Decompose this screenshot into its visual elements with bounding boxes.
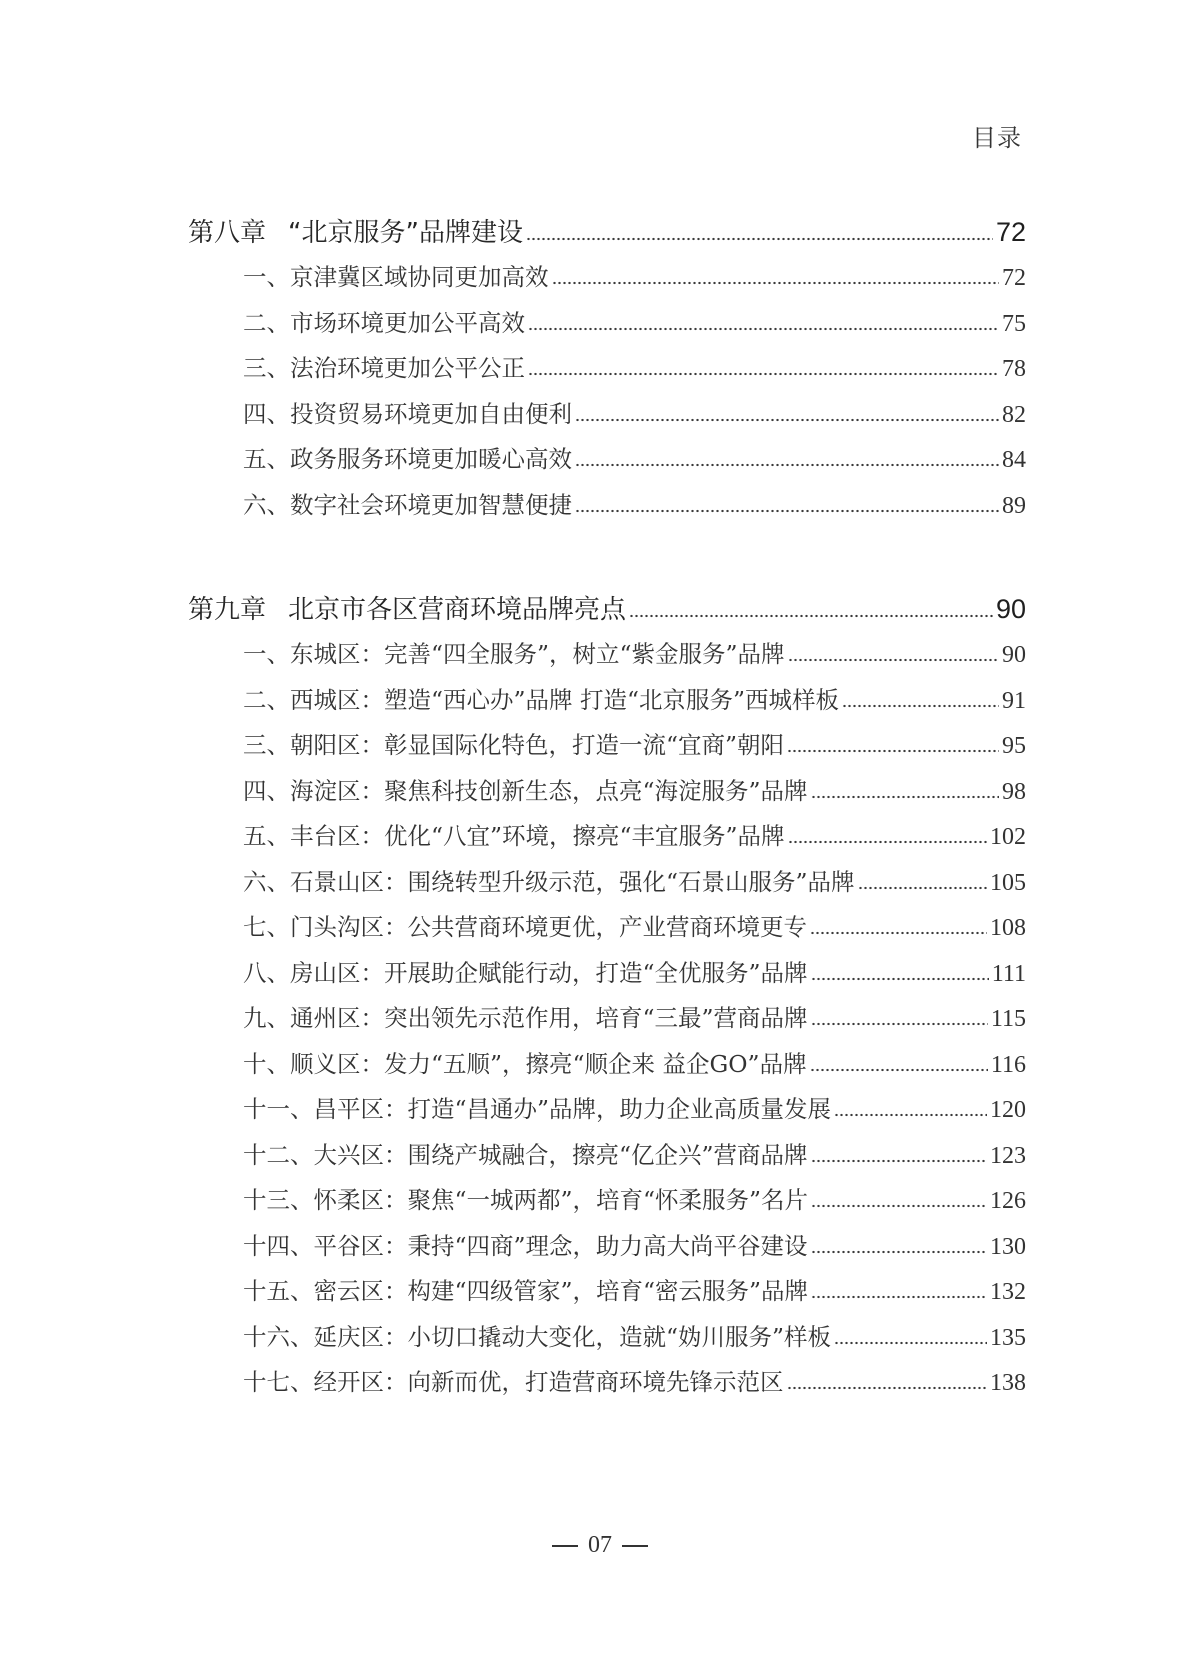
dot-leader bbox=[834, 1341, 987, 1345]
toc-entry[interactable] bbox=[188, 1363, 1026, 1409]
toc-entry[interactable] bbox=[188, 681, 1026, 727]
toc-entry[interactable] bbox=[188, 772, 1026, 818]
toc-entry[interactable] bbox=[188, 1181, 1026, 1227]
section-page-number: 105 bbox=[990, 869, 1026, 896]
section-number: 五、 bbox=[243, 445, 290, 473]
dot-leader bbox=[575, 509, 999, 513]
dot-leader bbox=[575, 463, 999, 467]
toc-entry[interactable] bbox=[188, 395, 1026, 441]
section-title: 法治环境更加公平公正 bbox=[290, 354, 525, 382]
dot-leader bbox=[575, 418, 999, 422]
dot-leader bbox=[811, 1295, 987, 1299]
section-number: 二、 bbox=[243, 308, 290, 337]
section-page-number: 98 bbox=[1002, 778, 1026, 805]
section-title: 平谷区：秉持“四商”理念，助力高大尚平谷建设 bbox=[313, 1231, 808, 1260]
chapter-title: “北京服务”品牌建设 bbox=[288, 218, 523, 248]
dot-leader bbox=[811, 1159, 987, 1163]
dot-leader bbox=[811, 977, 989, 981]
section-page-number: 78 bbox=[1002, 356, 1026, 382]
section-number: 三、 bbox=[243, 731, 290, 759]
toc-entry[interactable] bbox=[188, 726, 1026, 772]
section-number: 一、 bbox=[243, 263, 290, 291]
toc-entry[interactable] bbox=[188, 817, 1026, 863]
section-number: 十四、 bbox=[243, 1231, 314, 1260]
section-number: 十一、 bbox=[243, 1095, 314, 1123]
dot-leader bbox=[528, 327, 999, 331]
section-title: 丰台区：优化“八宜”环境，擦亮“丰宜服务”品牌 bbox=[290, 822, 785, 850]
dot-leader bbox=[788, 658, 999, 662]
section-page-number: 108 bbox=[990, 915, 1026, 941]
section-number: 四、 bbox=[243, 776, 290, 805]
chapter-number: 第八章 bbox=[188, 218, 267, 248]
chapter-page-number: 72 bbox=[995, 217, 1026, 247]
toc-chapter-heading[interactable] bbox=[188, 589, 1026, 633]
section-number: 十、 bbox=[243, 1049, 290, 1078]
section-page-number: 75 bbox=[1002, 310, 1026, 337]
toc-entry[interactable] bbox=[188, 1227, 1026, 1273]
section-number: 五、 bbox=[243, 822, 290, 850]
running-header-title: 目录 bbox=[972, 124, 1022, 152]
toc-entry[interactable] bbox=[188, 349, 1026, 395]
section-page-number: 102 bbox=[990, 824, 1026, 850]
section-number: 四、 bbox=[243, 399, 290, 428]
dot-leader bbox=[787, 1386, 988, 1390]
section-title: 京津冀区域协同更加高效 bbox=[290, 263, 549, 291]
section-title: 政务服务环境更加暖心高效 bbox=[290, 445, 572, 473]
dot-leader bbox=[552, 281, 1000, 285]
chapter-number: 第九章 bbox=[188, 595, 267, 625]
dot-leader bbox=[858, 886, 987, 890]
section-title: 延庆区：小切口撬动大变化，造就“妫川服务”样板 bbox=[313, 1322, 832, 1351]
toc-entry[interactable] bbox=[188, 908, 1026, 954]
section-title: 房山区：开展助企赋能行动，打造“全优服务”品牌 bbox=[290, 958, 808, 987]
section-number: 八、 bbox=[243, 958, 290, 987]
section-title: 怀柔区：聚焦“一城两都”，培育“怀柔服务”名片 bbox=[313, 1186, 809, 1214]
page-footer bbox=[0, 1532, 1200, 1559]
toc-entry[interactable] bbox=[188, 863, 1026, 909]
section-title: 东城区：完善“四全服务”，树立“紫金服务”品牌 bbox=[290, 640, 785, 668]
section-number: 二、 bbox=[243, 685, 290, 714]
section-number: 九、 bbox=[243, 1004, 290, 1032]
dot-leader bbox=[811, 1204, 987, 1208]
dot-leader bbox=[810, 931, 987, 935]
section-page-number: 115 bbox=[990, 1006, 1026, 1032]
dot-leader bbox=[788, 840, 987, 844]
section-page-number: 138 bbox=[990, 1370, 1026, 1396]
section-number: 十五、 bbox=[243, 1277, 314, 1305]
section-number: 七、 bbox=[243, 913, 290, 941]
toc-entry[interactable] bbox=[188, 304, 1026, 350]
toc-entry[interactable] bbox=[188, 1272, 1026, 1318]
toc-entry[interactable] bbox=[188, 954, 1026, 1000]
section-page-number: 120 bbox=[990, 1097, 1026, 1123]
chapter-page-number: 90 bbox=[995, 594, 1026, 624]
toc-entry[interactable] bbox=[188, 999, 1026, 1045]
section-page-number: 130 bbox=[990, 1233, 1026, 1260]
section-title: 投资贸易环境更加自由便利 bbox=[290, 399, 572, 428]
dot-leader bbox=[526, 237, 993, 241]
dot-leader bbox=[811, 795, 999, 799]
section-page-number: 132 bbox=[990, 1279, 1026, 1305]
section-title: 市场环境更加公平高效 bbox=[290, 308, 525, 337]
toc-entry[interactable] bbox=[188, 258, 1026, 304]
section-page-number: 126 bbox=[990, 1188, 1026, 1214]
section-title: 顺义区：发力“五顺”，擦亮“顺企来 益企GO”品牌 bbox=[290, 1049, 807, 1078]
toc-chapter-9 bbox=[188, 589, 1026, 1409]
section-title: 数字社会环境更加智慧便捷 bbox=[290, 490, 572, 519]
section-number: 六、 bbox=[243, 490, 290, 519]
section-number: 十七、 bbox=[243, 1368, 314, 1396]
section-page-number: 95 bbox=[1002, 733, 1026, 759]
toc-entry[interactable] bbox=[188, 1318, 1026, 1364]
toc-entry[interactable] bbox=[188, 635, 1026, 681]
toc-chapter-8 bbox=[188, 212, 1026, 531]
section-title: 海淀区：聚焦科技创新生态，点亮“海淀服务”品牌 bbox=[290, 776, 808, 805]
section-number: 十二、 bbox=[243, 1140, 314, 1169]
section-title: 石景山区：围绕转型升级示范，强化“石景山服务”品牌 bbox=[290, 867, 855, 896]
section-page-number: 89 bbox=[1002, 492, 1026, 519]
section-title: 密云区：构建“四级管家”，培育“密云服务”品牌 bbox=[313, 1277, 809, 1305]
dot-leader bbox=[629, 614, 993, 618]
section-title: 朝阳区：彰显国际化特色，打造一流“宜商”朝阳 bbox=[290, 731, 785, 759]
dot-leader bbox=[811, 1250, 987, 1254]
chapter-title: 北京市各区营商环境品牌亮点 bbox=[288, 595, 627, 625]
section-title: 西城区：塑造“西心办”品牌 打造“北京服务”西城样板 bbox=[290, 685, 840, 714]
footer-dash-left bbox=[552, 1545, 578, 1547]
dot-leader bbox=[787, 749, 999, 753]
dot-leader bbox=[834, 1113, 987, 1117]
toc-entry[interactable] bbox=[188, 1136, 1026, 1182]
dot-leader bbox=[810, 1068, 988, 1072]
section-page-number: 90 bbox=[1002, 642, 1026, 668]
section-page-number: 111 bbox=[991, 960, 1026, 987]
toc-chapter-heading[interactable] bbox=[188, 212, 1026, 256]
section-title: 经开区：向新而优，打造营商环境先锋示范区 bbox=[313, 1368, 784, 1396]
toc-entry[interactable] bbox=[188, 440, 1026, 486]
section-page-number: 135 bbox=[990, 1324, 1026, 1351]
section-page-number: 72 bbox=[1002, 265, 1026, 291]
section-number: 十三、 bbox=[243, 1186, 314, 1214]
section-number: 六、 bbox=[243, 867, 290, 896]
section-number: 三、 bbox=[243, 354, 290, 382]
section-number: 一、 bbox=[243, 640, 290, 668]
section-page-number: 123 bbox=[990, 1142, 1026, 1169]
section-page-number: 91 bbox=[1002, 687, 1026, 714]
section-number: 十六、 bbox=[243, 1322, 314, 1351]
dot-leader bbox=[528, 372, 999, 376]
section-page-number: 82 bbox=[1002, 401, 1026, 428]
section-page-number: 84 bbox=[1002, 447, 1026, 473]
footer-dash-right bbox=[622, 1545, 648, 1547]
toc-entry[interactable] bbox=[188, 486, 1026, 532]
section-page-number: 116 bbox=[990, 1051, 1026, 1078]
toc-entry[interactable] bbox=[188, 1045, 1026, 1091]
section-title: 通州区：突出领先示范作用，培育“三最”营商品牌 bbox=[290, 1004, 808, 1032]
section-title: 门头沟区：公共营商环境更优，产业营商环境更专 bbox=[290, 913, 807, 941]
toc-entry[interactable] bbox=[188, 1090, 1026, 1136]
table-of-contents bbox=[188, 212, 1026, 1467]
section-title: 大兴区：围绕产城融合，擦亮“亿企兴”营商品牌 bbox=[313, 1140, 808, 1169]
dot-leader bbox=[811, 1022, 988, 1026]
footer-page-number: 07 bbox=[588, 1532, 612, 1558]
dot-leader bbox=[842, 704, 999, 708]
section-title: 昌平区：打造“昌通办”品牌，助力企业高质量发展 bbox=[313, 1095, 832, 1123]
